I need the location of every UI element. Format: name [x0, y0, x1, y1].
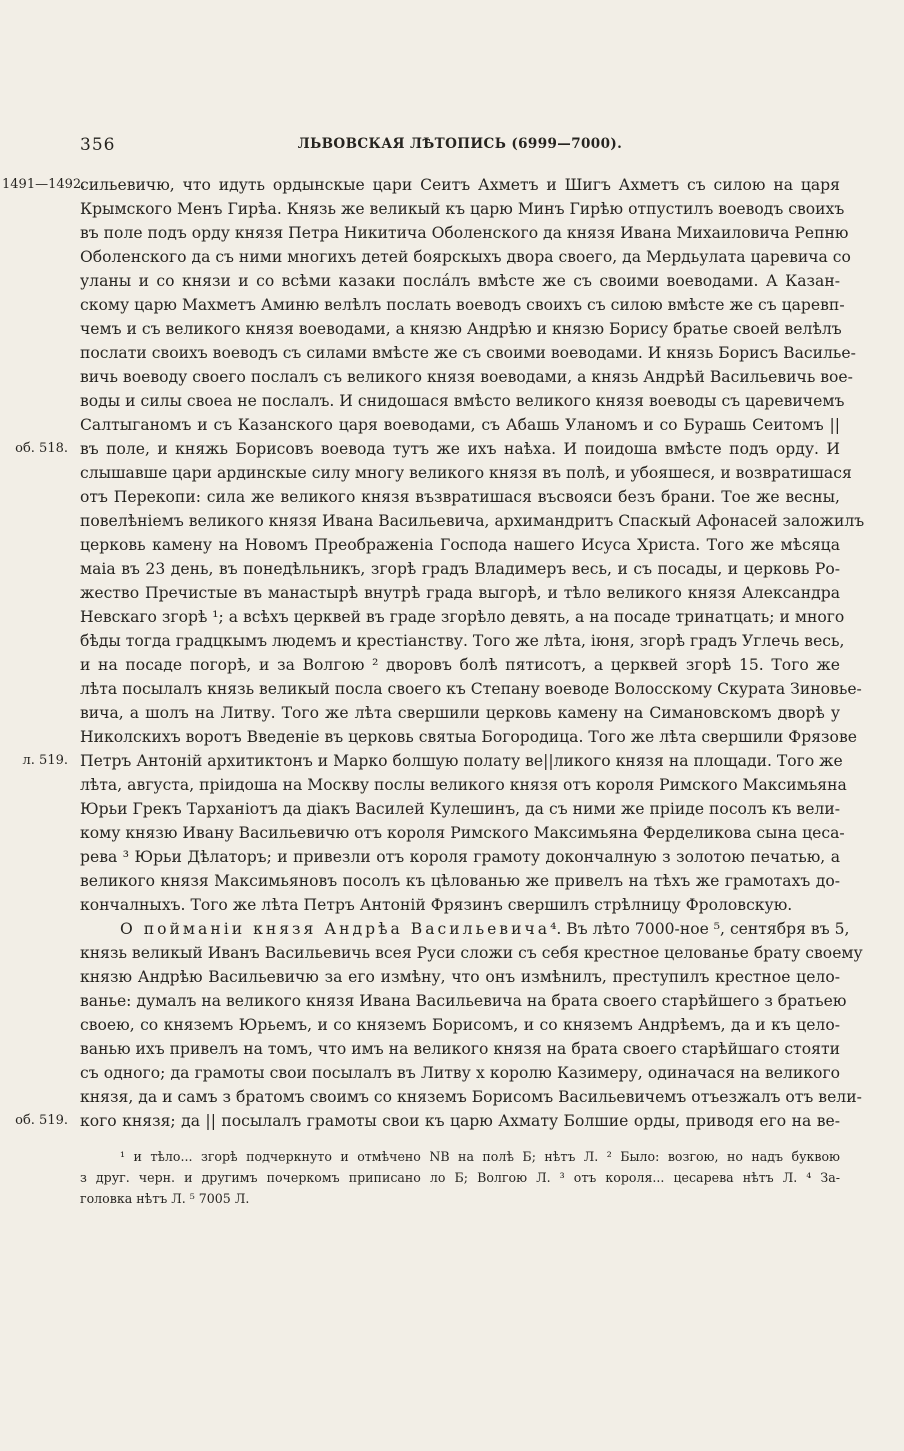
text-line: Оболенского да съ ними многихъ детей боярскыхъ двора своего, да Мердьулата царевича со [80, 248, 851, 266]
running-title: ЛЬВОВСКАЯ ЛѢТОПИСЬ (6999—7000). [297, 136, 623, 152]
text-line: Крымского Менъ Гирѣа. Князь же великый къ царю Минъ Гирѣю отпустилъ воеводъ своихъ [80, 200, 845, 218]
text-line: Николскихъ воротъ Введеніе въ церковь святыа Богородица. Того же лѣта свершили Фрязове [80, 728, 857, 746]
margin-note-folio: об. 518. [15, 441, 68, 456]
text-line: съ одного; да грамоты свои посылалъ въ Литву х королю Казимеру, одиначася на великого [80, 1064, 840, 1082]
text-line: Невскаго згорѣ ¹; а всѣхъ церквей въ граде згорѣло девять, а на посаде тринатцать; и много [80, 608, 845, 626]
text-line: воды и силы своеа не послалъ. И снидошася вмѣсто великого князя воеводы съ царевичемъ [80, 392, 845, 410]
page-number: 356 [80, 135, 116, 155]
footnote-line: з друг. черн. и другимъ почеркомъ приписано ло Б; Волгою Л. ³ отъ короля... цесарева нѣтъ Л. ⁴ За- [80, 1170, 840, 1185]
text-line: князя, да и самъ з братомъ своимъ со княземъ Борисомъ Васильевичемъ отъезжалъ отъ вели- [80, 1088, 862, 1106]
text-line: послати своихъ воеводъ съ силами вмѣсте же съ своими воеводами. И князь Борисъ Василье- [80, 344, 856, 362]
text-line: великого князя Максимьяновъ посолъ къ цѣлованью же привелъ на тѣхъ же грамотахъ до- [80, 872, 840, 890]
footnote-line: головка нѣтъ Л. ⁵ 7005 Л. [80, 1191, 250, 1206]
text-line: и на посаде погорѣ, и за Волгою ² дворовъ болѣ пятисотъ, а церквей згорѣ 15. Того же [80, 656, 840, 674]
text-line: лѣта, августа, пріидоша на Москву послы великого князя отъ короля Римского Максимьяна [80, 776, 847, 794]
footnote-line: ¹ и тѣло... згорѣ подчеркнуто и отмѣчено NB на полѣ Б; нѣтъ Л. ² Было: возгою, но надъ буквою [120, 1149, 840, 1164]
text-line: кому князю Ивану Васильевичю отъ короля Римского Максимьяна Ферделикова сына цеса- [80, 824, 845, 842]
text-line: въ поле подъ орду князя Петра Никитича Оболенского да князя Ивана Михаиловича Репню [80, 224, 849, 242]
text-line: лѣта посылалъ князь великый посла своего къ Степану воеводе Волосскому Скурата Зиновье- [80, 680, 862, 698]
text-line: отъ Перекопи: сила же великого князя възвратишася въсвояси безъ брани. Тое же весны, [80, 488, 840, 506]
text-line: сильевичю, что идуть ордынскые цари Сеитъ Ахметъ и Шигъ Ахметъ съ силою на царя [80, 176, 840, 194]
text-line: Юрьи Грекъ Тарханіотъ да діакъ Василей Кулешинъ, да съ ними же пріиде посолъ къ вели- [80, 800, 840, 818]
text-line: бѣды тогда градцкымъ людемъ и крестіанству. Того же лѣта, іюня, згорѣ градъ Углечь весь, [80, 632, 845, 650]
section-heading-continuation: ⁴. Въ лѣто 7000-ное ⁵, сентября въ 5, [550, 920, 850, 938]
text-line: ванью ихъ привелъ на томъ, что имъ на великого князя на брата своего старѣйшаго стояти [80, 1040, 840, 1058]
text-line: князь великый Иванъ Васильевичь всея Руси сложи съ себя крестное целованье брату своему [80, 944, 863, 962]
page-header [80, 135, 840, 157]
text-line: въ поле, и княжь Борисовъ воевода тутъ же ихъ наѣха. И поидоша вмѣсте подъ орду. И [80, 440, 840, 458]
margin-note-folio: л. 519. [22, 753, 68, 768]
margin-note-folio: об. 519. [15, 1113, 68, 1128]
text-line: рева ³ Юрьи Дѣлаторъ; и привезли отъ короля грамоту докончалную з золотою печатью, а [80, 848, 840, 866]
text-line: князю Андрѣю Васильевичю за его измѣну, что онъ измѣнилъ, преступилъ крестное цело- [80, 968, 840, 986]
text-line: вичь воеводу своего послалъ съ великого князя воеводами, а князь Андрѣй Васильевичь вое- [80, 368, 853, 386]
text-line: Салтыганомъ и съ Казанского царя воеводами, съ Абашь Уланомъ и со Бурашь Сеитомъ || [80, 416, 840, 434]
text-line: церковь камену на Новомъ Преображеніа Господа нашего Исуса Христа. Того же мѣсяца [80, 536, 840, 554]
text-line: чемъ и съ великого князя воеводами, а князю Андрѣю и князю Борису братье своей велѣлъ [80, 320, 842, 338]
text-line: жество Пречистые въ манастырѣ внутрѣ града выгорѣ, и тѣло великого князя Александра [80, 584, 840, 602]
text-line: кончалныхъ. Того же лѣта Петръ Антоній Фрязинъ свершилъ стрѣлницу Фроловскую. [80, 896, 793, 914]
margin-note-years: 1491—1492. [2, 177, 86, 192]
text-line: Петръ Антоній архитиктонъ и Марко болшую полату ве||ликого князя на площади. Того же [80, 752, 843, 770]
text-line: слышавше цари ардинскые силу многу великого князя въ полѣ, и убояшеся, и возвратишася [80, 464, 852, 482]
section-heading-line [80, 917, 850, 941]
text-line: кого князя; да || посылалъ грамоты свои къ царю Ахмату Болшие орды, приводя его на ве- [80, 1112, 840, 1130]
text-line: ванье: думалъ на великого князя Ивана Васильевича на брата своего старѣйшего з братьею [80, 992, 847, 1010]
text-line: скому царю Махметъ Аминю велѣлъ послать воеводъ своихъ съ силою вмѣсте же съ царевп- [80, 296, 845, 314]
text-line: вича, а шолъ на Литву. Того же лѣта свершили церковь камену на Симановскомъ дворѣ у [80, 704, 840, 722]
text-line: уланы и со князи и со всѣми казаки посла́лъ вмѣсте же съ своими воеводами. А Казан- [80, 272, 840, 290]
text-line: своею, со княземъ Юрьемъ, и со княземъ Борисомъ, и со княземъ Андрѣемъ, да и къ цело- [80, 1016, 840, 1034]
text-line: маіа въ 23 день, въ понедѣльникъ, згорѣ градъ Владимеръ весь, и съ посады, и церковь Ро- [80, 560, 840, 578]
section-heading: О пойманіи князя Андрѣа Васильевича [120, 920, 551, 938]
text-line: повелѣніемъ великого князя Ивана Васильевича, архимандритъ Спаскый Афонасей заложилъ [80, 512, 865, 530]
